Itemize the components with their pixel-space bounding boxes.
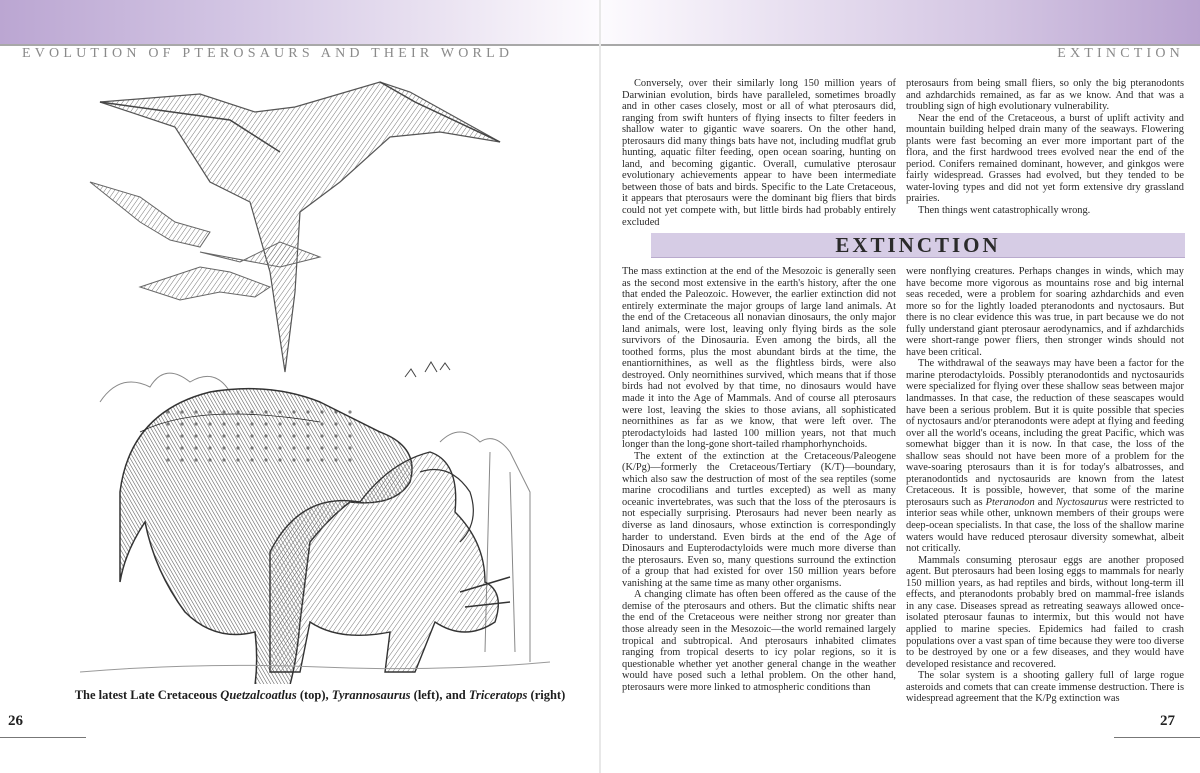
top-column-2 [906,78,1184,228]
paragraph: Near the end of the Cretaceous, a burst of uplift activity and mountain building helped drain many of the seaways. Flowering plants were fast becoming an ever more important part of the flora, and the first hardwood trees evolved near the end of the period. Conifers remained dominant, however, and ginkgos were fairly widespread. Grasses had evolved, but they tended to be water-loving types and did not yet form extensive dry grassland prairies. [906,112,1184,205]
main-column-1 [622,266,896,732]
caption-text: (right) [527,688,566,702]
caption-text: (top), [296,688,332,702]
page-number-rule-left [0,737,86,738]
paragraph: pterosaurs from being small fliers, so only the big pteranodonts and azhdarchids remained, as far as we know. And that was a troubling sign of high evolutionary vulnerability. [906,78,1184,113]
page-number-right: 27 [1160,713,1175,729]
taxon-name: Nyctosaurus [1055,496,1108,508]
paragraph [906,358,1184,554]
caption-text: The latest Late Cretaceous [74,688,221,702]
paragraph: Conversely, over their similarly long 150 million years of Darwinian evolution, birds have paralleled, sometimes broadly and in other cases closely, most or all of what pterosaurs did, ranging from swift hunters of flying insects to filter feeders in shallow water to gigantic wave soarers. On the other hand, pterosaurs did many things bats have not, including mudflat grub hunting, aquatic filter feeding, open ocean soaring, hunting on land, and becoming gigantic. Overall, cumulative pterosaur evolutionary achievements appear to have been intermediate between those of bats and birds. Specific to the Late Cretaceous, it appears that pterosaurs were the dominant big fliers that birds could not yet compete with, but little birds had probably entirely excluded [622,78,896,228]
running-head-left: EVOLUTION OF PTEROSAURS AND THEIR WORLD [22,46,514,61]
page-number-left: 26 [8,713,23,729]
paragraph: Then things went catastrophically wrong. [918,205,1091,217]
taxon-name: Pteranodon [985,496,1035,508]
paragraph: were nonflying creatures. Perhaps changes in winds, which may have become more vigorous as mountains rose and big internal seas receded, were a problem for soaring azhdarchids and even more so for the lightly loaded pteranodonts and nyctosaurs. But there is no clear evidence this was true, in part because we do not fully understand giant pterosaur aerodynamics, and if azhdarchids were short-range power fliers, then stronger winds should not have been critical. [906,266,1184,358]
caption-taxon: Tyrannosaurus [331,688,411,702]
caption-taxon: Quetzalcoatlus [220,688,297,702]
paragraph-text: and [1034,496,1056,508]
paragraph: The solar system is a shooting gallery full of large rogue asteroids and comets that can create immense destruction. There is widespread agreement that the K/Pg extinction was [906,670,1184,705]
figure-caption [60,688,580,703]
top-column-1 [622,78,896,228]
paragraph: Mammals consuming pterosaur eggs are another proposed agent. But pterosaurs had been losing eggs to mammals for nearly 150 million years, as had reptiles and birds, without long-term ill effects, and pteranodonts probably bred on mammal-free islands in any case. Diseases spread as retreating seaways allowed once-isolated pterosaur faunas to intermix, but this would not have applied to marine species. Epidemics had failed to crash populations over a vast span of time because they were too diverse to be destroyed by one or a few diseases, and they would have developed resistance and recovered. [906,554,1184,670]
paragraph-text: The withdrawal of the seaways may have been a factor for the marine pterodactyloids. Possibly pteranodontids and nyctosaurids were specialized for flying over these shallow seas between major landmasses. In that case, the reduction of these seascapes would have been a serious problem. But it is quite possible that species of nyctosaurs and/or pteranodonts were adept at flying and feeding over all the world's oceans, including the great Pacific, which was somewhat bigger than it is now. In that case, the loss of the shallow seas should not have been more of a problem for the wave-soaring pterosaurs than it is for today's albatrosses, and pteranodontids and nyctosaurids are known from the latest Cretaceous. It is possible, however, that some of the marine pterosaurs such as [906,358,1184,508]
caption-taxon: Triceratops [468,688,528,702]
paragraph: The mass extinction at the end of the Mesozoic is generally seen as the second most extensive in the earth's history, after the one that ended the Paleozoic. However, the earlier extinction did not entirely exterminate the major groups of large land animals. At the end of the Cretaceous all nonavian dinosaurs, the only major land animals, were lost, leaving only flying birds as the sole survivors of the Dinosauria. Even among the birds, all the toothed forms, plus the most abundant birds at the time, the enantiornithines, as well as the flightless birds, were also destroyed. Only neornithines survived, which means that if those birds had not evolved by that time, no dinosaurs would have made it into the Age of Mammals. And of course all pterosaurs were lost, leaving the skies to those avians, all sophisticated neornithines as far as we know, that were left over. The pterodactyloids had lasted 100 million years, not that much longer than the long-gone short-tailed rhamphorhynchoids. [622,266,896,451]
running-head-right: EXTINCTION [1057,46,1184,61]
ground-drawing [80,662,550,672]
header-band-left [0,0,599,46]
paragraph: The extent of the extinction at the Cretaceous/Paleogene (K/Pg)—formerly the Cretaceous/Tertiary (K/T)—boundary, which also saw the destruction of most of the sea reptiles (some marine crocodilians and turtles excepted) as well as many oceanic invertebrates, was such that the loss of the pterosaurs is not especially surprising. Pterosaurs had never been nearly as diverse as land dinosaurs, whose extinction is correspondingly harder to understand. Even birds at the end of the Age of Dinosaurs and Eupterodactyloids were much more diverse than the pterosaurs. Even so, many questions surround the extinction of a group that had existed for over 150 million years before vanishing at the same time as many other organisms. [622,450,896,589]
main-column-2 [906,266,1184,732]
dinosaur-pterosaur-illustration [80,72,550,684]
caption-text: (left), and [410,688,469,702]
page-number-rule-right [1114,737,1200,738]
paragraph-text: were restricted to interior seas while other, unknown members of their groups were deep-ocean specialists. In that case, the loss of the shallow marine waters would have reduced pterosaur diversity somewhat, albeit not critically. [906,496,1184,555]
paragraph: A changing climate has often been offered as the cause of the demise of the pterosaurs and others. But the climatic shifts near the end of the Cretaceous were neither strong nor greater than those already seen in the Mesozoic—the world remained largely tropical and subtropical. And pterosaurs inhabited climates ranging from tropical deserts to icy polar regions, so it is questionable whether yet another general change in the weather would have posed such a lethal problem. On the other hand, pterosaurs were more linked to atmospheric conditions than [622,589,896,693]
header-band-right [601,0,1200,46]
section-heading: EXTINCTION [651,233,1185,258]
book-gutter [599,0,601,773]
